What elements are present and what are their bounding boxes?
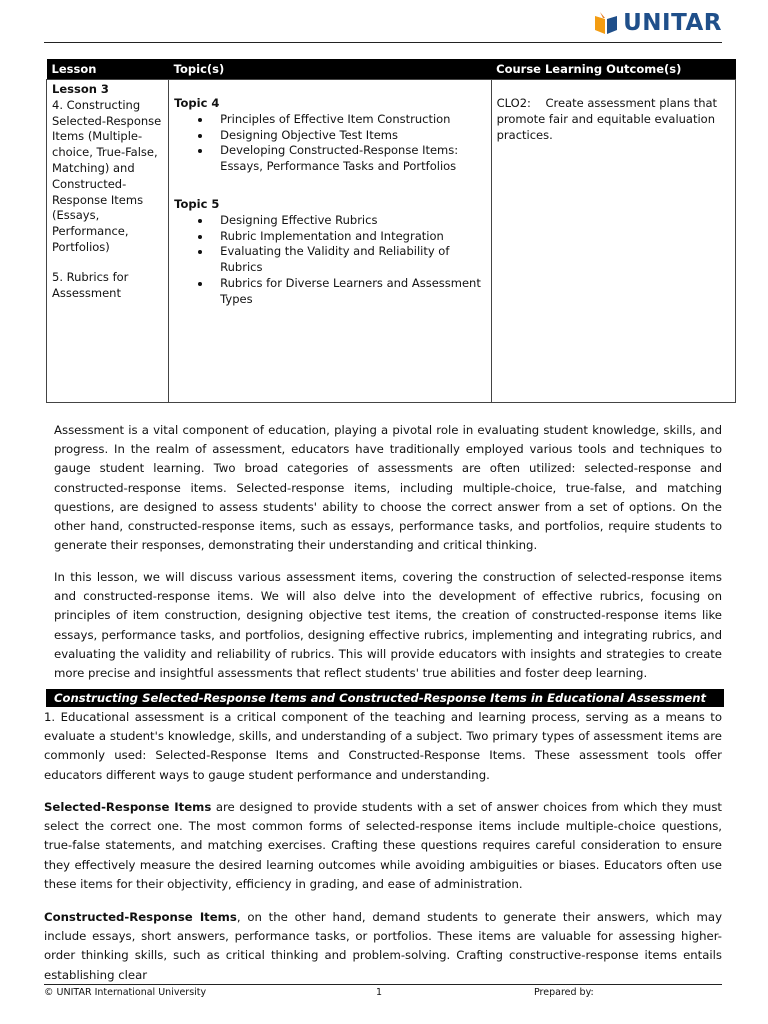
topic-5-title: Topic 5	[174, 196, 220, 211]
intro-paragraph-1: Assessment is a vital component of education, playing a pivotal role in evaluating student knowledge, skills, and progress. In the realm of assessment, educators have traditionally employed various tools and techniques to gauge student learning. Two broad categories of assessments are often utilized: selected-response and constructed-response items. Selected-response items, including multiple-choice, true-false, and matching questions, are designed to assess students' ability to choose the correct answer from a set of options. On the other hand, constructed-response items, such as essays, performance tasks, and portfolios, require students to generate their responses, demonstrating their understanding and critical thinking.	[54, 423, 722, 553]
book-logo-icon	[593, 10, 619, 36]
footer-page-number: 1	[376, 987, 383, 998]
topic-item: • Developing Constructed-Response Items: Essays, Performance Tasks and Portfolios	[212, 143, 485, 175]
topic-item: • Designing Effective Rubrics	[212, 213, 485, 229]
lesson-item: 5. Rubrics for Assessment	[52, 269, 129, 300]
selected-response-text: are designed to provide students with a set of answer choices from which they must select the correct one. The most common forms of selected-response items include multiple-choice questions, true-false statements, and matching exercises. Crafting these questions requires careful consideration to ensure they effectively measure the desired learning outcomes while avoiding ambiguities or biases. Educators often use these items for their objectivity, efficiency in grading, and ease of administration.	[44, 800, 722, 891]
header-topics: Topic(s)	[169, 59, 491, 80]
topic-item: • Principles of Effective Item Construction	[212, 112, 485, 128]
selected-response-term: Selected-Response Items	[44, 800, 212, 814]
lesson-table	[46, 59, 736, 403]
header-clo: Course Learning Outcome(s)	[491, 59, 735, 80]
topic-4-list	[174, 112, 485, 175]
lesson-title: Lesson 3	[52, 82, 109, 96]
header-lesson: Lesson	[47, 59, 169, 80]
lesson-item: 4. Constructing Selected-Response Items (Multiple-choice, True-False, Matching) and Constructed-Response Items (Essays, Performance, Portfolios)	[52, 97, 162, 254]
topic-5-list	[174, 213, 485, 308]
constructed-response-text: , on the other hand, demand students to generate their answers, which may include essays, short answers, performance tasks, or portfolios. These items are valuable for assessing higher-order thinking skills, such as critical thinking and problem-solving. Crafting constructive-response items entails establishing clear	[44, 910, 722, 982]
topic-item: • Rubrics for Diverse Learners and Assessment Types	[212, 276, 485, 308]
topic-item: • Designing Objective Test Items	[212, 128, 485, 144]
logo-text: UNITAR	[623, 10, 722, 36]
topics-cell	[169, 80, 491, 403]
constructed-response-term: Constructed-Response Items	[44, 910, 237, 924]
page-footer	[44, 984, 722, 1001]
section-paragraph-1: 1. Educational assessment is a critical component of the teaching and learning process, serving as a means to evaluate a student's knowledge, skills, and understanding of a subject. Two primary types of assessment items are commonly used: Selected-Response Items and Constructed-Response Items. These assessment tools offer educators different ways to gauge student performance and understanding.	[44, 710, 722, 782]
clo-text: CLO2: Create assessment plans that promote fair and equitable evaluation practices.	[496, 96, 721, 142]
page-header	[44, 0, 722, 43]
lesson-cell	[47, 80, 169, 403]
footer-prepared-by: Prepared by:	[534, 987, 594, 998]
unitar-logo	[593, 10, 722, 36]
selected-response-paragraph	[44, 798, 722, 894]
topic-item: • Evaluating the Validity and Reliability of Rubrics	[212, 244, 485, 276]
clo-cell	[491, 80, 735, 403]
constructed-response-paragraph	[44, 908, 722, 985]
footer-copyright: © UNITAR International University	[44, 987, 207, 998]
section-heading: Constructing Selected-Response Items and Constructed-Response Items in Educational Assessment	[46, 689, 724, 707]
intro-paragraph-2: In this lesson, we will discuss various assessment items, covering the construction of selected-response items and constructed-response items. We will also delve into the development of effective rubrics, focusing on principles of item construction, designing objective test items, the creation of constructed-response items like essays, performance tasks, and portfolios, designing effective rubrics, implementing and integrating rubrics, and evaluating the validity and reliability of rubrics. This will provide educators with insights and strategies to create more precise and insightful assessments that reflect students' true abilities and foster deep learning.	[54, 570, 722, 681]
topic-4-title: Topic 4	[174, 96, 220, 110]
topic-item: • Rubric Implementation and Integration	[212, 229, 485, 245]
